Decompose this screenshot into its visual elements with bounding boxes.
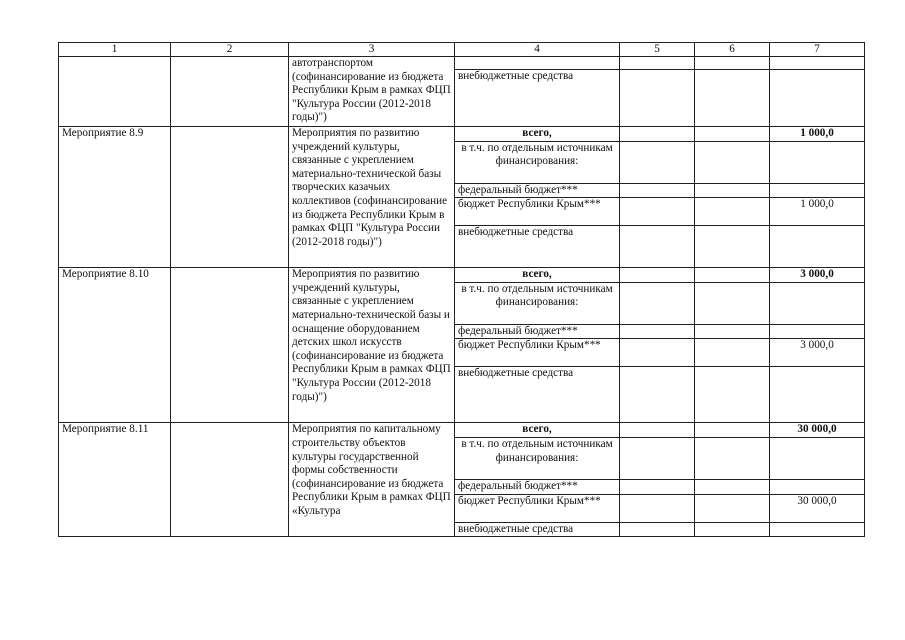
- col-header-5: 5: [620, 43, 695, 57]
- fund-label: внебюджетные средства: [455, 226, 620, 268]
- budget-table: [58, 42, 865, 537]
- fund-label: в т.ч. по отдельным источникам финансирования:: [455, 282, 620, 324]
- fund-label: внебюджетные средства: [455, 70, 620, 127]
- header-row: [59, 43, 865, 57]
- table-row: [59, 268, 865, 283]
- regional-value: 30 000,0: [770, 494, 865, 522]
- fund-label: федеральный бюджет***: [455, 324, 620, 339]
- col-header-7: 7: [770, 43, 865, 57]
- col-header-2: 2: [171, 43, 289, 57]
- col-header-3: 3: [289, 43, 455, 57]
- fund-label: всего,: [455, 423, 620, 438]
- regional-value: 3 000,0: [770, 339, 865, 367]
- measure-description: Мероприятия по развитию учреждений культуры, связанные с укреплением материально-технической базы творческих казачьих коллективов (софинансирование из бюджета Республики Крым в рамках ФЦП "Культура России (2012-2018 годы)"): [289, 127, 455, 268]
- fund-label: бюджет Республики Крым***: [455, 198, 620, 226]
- fund-label: федеральный бюджет***: [455, 479, 620, 494]
- col-header-4: 4: [455, 43, 620, 57]
- table-row: [59, 57, 865, 70]
- measure-description: автотранспортом (софинансирование из бюджета Республики Крым в рамках ФЦП "Культура России (2012-2018 годы)"): [289, 57, 455, 127]
- fund-label: в т.ч. по отдельным источникам финансирования:: [455, 437, 620, 479]
- measure-name: Мероприятие 8.9: [59, 127, 171, 268]
- fund-label: в т.ч. по отдельным источникам финансирования:: [455, 141, 620, 183]
- regional-value: 1 000,0: [770, 198, 865, 226]
- fund-label: всего,: [455, 268, 620, 283]
- fund-label: бюджет Республики Крым***: [455, 494, 620, 522]
- fund-label: внебюджетные средства: [455, 367, 620, 423]
- total-value: 1 000,0: [770, 127, 865, 142]
- total-value: 3 000,0: [770, 268, 865, 283]
- total-value: 30 000,0: [770, 423, 865, 438]
- measure-name: Мероприятие 8.11: [59, 423, 171, 537]
- col-header-1: 1: [59, 43, 171, 57]
- measure-description: Мероприятия по капитальному строительству объектов культуры государственной формы собственности (софинансирование из бюджета Республики Крым в рамках ФЦП «Культура: [289, 423, 455, 537]
- measure-name: Мероприятие 8.10: [59, 268, 171, 423]
- fund-label: внебюджетные средства: [455, 522, 620, 537]
- fund-label: бюджет Республики Крым***: [455, 339, 620, 367]
- fund-label: федеральный бюджет***: [455, 183, 620, 198]
- table-row: [59, 423, 865, 438]
- fund-label: всего,: [455, 127, 620, 142]
- measure-description: Мероприятия по развитию учреждений культуры, связанные с укреплением материально-технической базы и оснащение оборудованием детских школ искусств (софинансирование из бюджета Республики Крым в рамках ФЦП "Культура России (2012-2018 годы)"): [289, 268, 455, 423]
- col-header-6: 6: [695, 43, 770, 57]
- table-row: [59, 127, 865, 142]
